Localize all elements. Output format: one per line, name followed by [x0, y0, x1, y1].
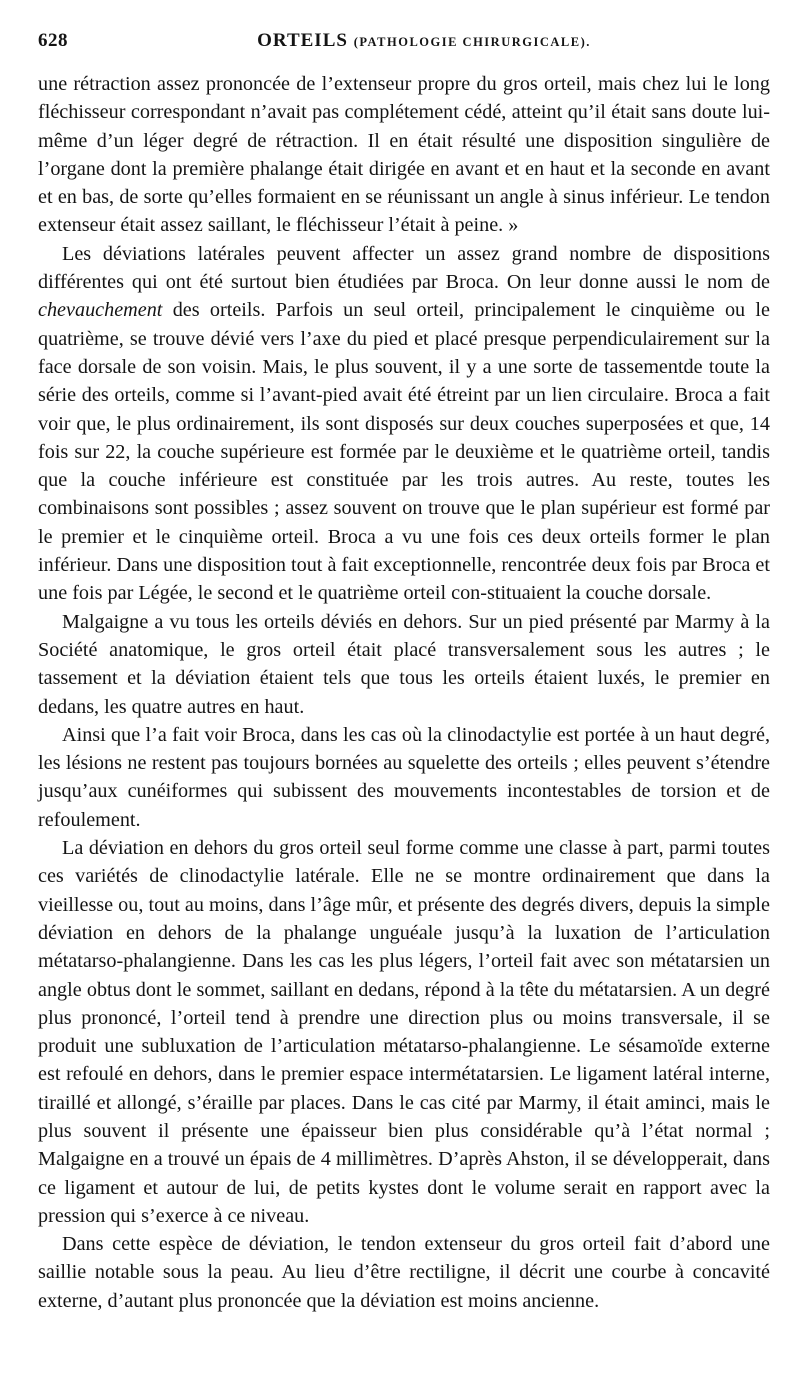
paragraph-continued: une rétraction assez prononcée de l’extenseur propre du gros orteil, mais chez lui le long fléchisseur correspondant n’avait pas complétement cédé, atteint qu’il était sans doute lui-même d’un léger degré de rétraction. Il en était résulté une disposition singulière de l’organe dont la première phalange était dirigée en avant et en haut et la seconde en avant et en bas, de sorte qu’elles formaient en se réunissant un angle à sinus inférieur. Le tendon extenseur était assez saillant, le fléchisseur l’était à peine. » — [38, 73, 770, 237]
page-number: 628 — [38, 30, 68, 51]
paragraph-text: Les déviations latérales peuvent affecter un assez grand nombre de dispositions différentes qui ont été surtout bien étudiées par Broca. On leur donne aussi le nom de — [38, 242, 770, 294]
paragraph-extensor-tendon: Dans cette espèce de déviation, le tendon extenseur du gros orteil fait d’abord une saillie notable sous la peau. Au lieu d’être rectiligne, il décrit une courbe à concavité externe, d’autant plus prononcée que la déviation est moins ancienne. — [38, 1233, 770, 1312]
running-title-main: ORTEILS — [257, 30, 348, 51]
body-text — [38, 70, 770, 1315]
paragraph-hallux-deviation: La déviation en dehors du gros orteil seul forme comme une classe à part, parmi toutes ces variétés de clinodactylie latérale. Elle ne se montre ordinairement que dans la vieillesse ou, tout au moins, dans l’âge mûr, et présente des degrés divers, depuis la simple déviation en dehors de la phalange unguéale jusqu’à la luxation de l’articulation métatarso-phalangienne. Dans les cas les plus légers, l’orteil fait avec son métatarsien un angle obtus dont le sommet, saillant en dedans, répond à la tête du métatarsien. A un degré plus prononcé, l’orteil tend à prendre une direction plus ou moins transversale, il se produit une subluxation de l’articulation métatarso-phalangienne. Le sésamoïde externe est refoulé en dehors, dans le premier espace intermétatarsien. Le ligament latéral interne, tiraillé et allongé, s’éraille par places. Dans le cas cité par Marmy, il était aminci, mais le plus souvent il présente une épaisseur bien plus considérable qu’à l’état normal ; Malgaigne en a trouvé un épais de 4 millimètres. D’après Ahston, il se développerait, dans ce ligament et autour de lui, de petits kystes dont le volume serait en rapport avec la pression qui s’exerce à ce niveau. — [38, 837, 770, 1227]
paragraph-malgaigne: Malgaigne a vu tous les orteils déviés en dehors. Sur un pied présenté par Marmy à la Société anatomique, le gros orteil était placé transversalement sous les autres ; le tassement et la déviation étaient tels que tous les orteils étaient luxés, le premier en dedans, les quatre autres en haut. — [38, 610, 770, 718]
emphasis-term: chevauchement — [38, 299, 163, 322]
paragraph-text: des orteils. Parfois un seul orteil, principalement le cinquième ou le quatrième, se trouve dévié vers l’axe du pied et placé presque perpendiculairement sur la face dorsale de son voisin. Mais, le plus souvent, il y a une sorte de tassementde toute la série des orteils, comme si l’avant-pied avait été étreint par un lien circulaire. Broca a fait voir que, le plus ordinairement, ils sont disposés sur deux couches superposées et que, 14 fois sur 22, la couche supérieure est formée par le deuxième et le quatrième orteil, tandis que la couche inférieure est constituée par les trois autres. Au reste, toutes les combinaisons sont possibles ; assez souvent on trouve que le plan supérieur est formé par le premier et le cinquième orteil. Broca a vu une fois ces deux orteils former le plan inférieur. Dans une disposition tout à fait exceptionnelle, rencontrée deux fois par Broca et une fois par Légée, le second et le quatrième orteil con-stituaient la couche dorsale. — [38, 299, 770, 605]
running-title — [38, 30, 770, 52]
running-title-subtitle: (PATHOLOGIE CHIRURGICALE). — [353, 35, 591, 49]
running-header — [38, 30, 770, 60]
paragraph-lateral-deviations — [38, 240, 770, 608]
paragraph-broca-cuneiform: Ainsi que l’a fait voir Broca, dans les cas où la clinodactylie est portée à un haut degré, les lésions ne restent pas toujours bornées au squelette des orteils ; elles peuvent s’étendre jusqu’aux cunéiformes qui subissent des mouvements incontestables de torsion et de refoulement. — [38, 723, 770, 831]
